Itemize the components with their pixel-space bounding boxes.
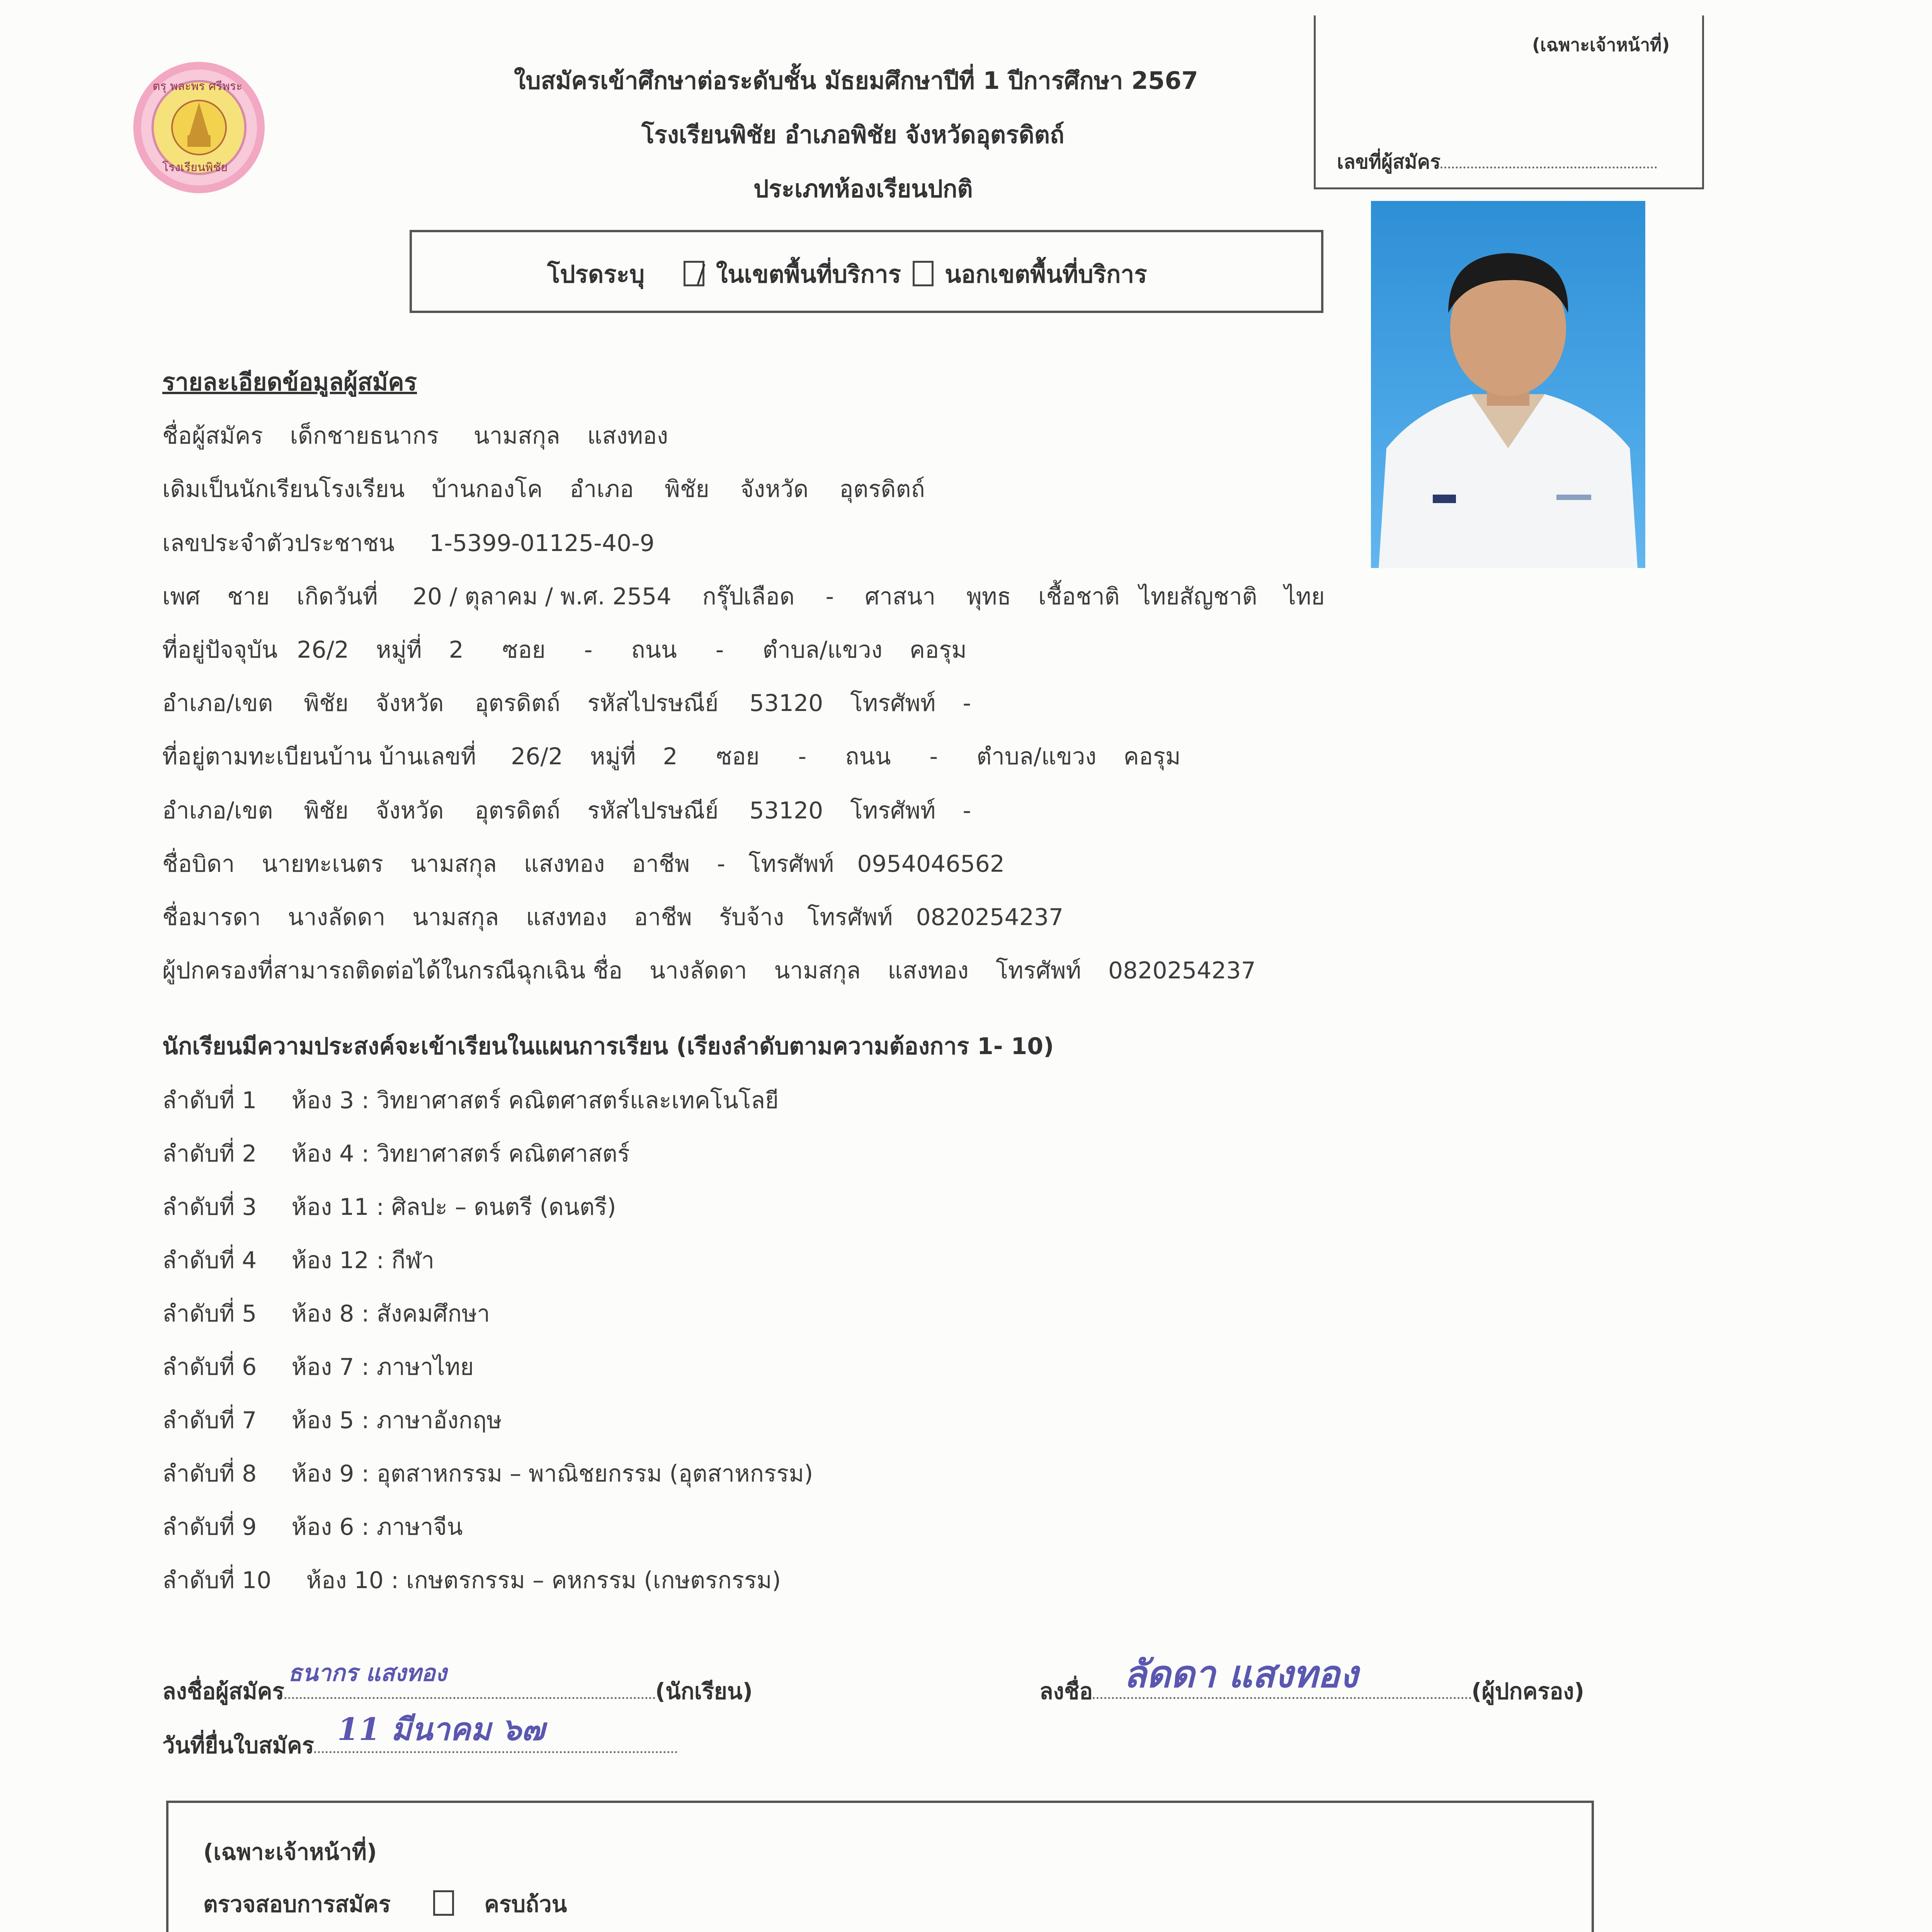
plan-item: ลำดับที่ 1 ห้อง 3 : วิทยาศาสตร์ คณิตศาสตร์และเทคโนโลยี (162, 1087, 779, 1114)
row-father: ชื่อบิดา นายทะเนตร นามสกุล แสงทอง อาชีพ - โทรศัพท์ 0954046562 (162, 850, 1005, 878)
row-registered-amphoe: อำเภอ/เขต พิชัย จังหวัด อุตรดิตถ์ รหัสไปรษณีย์ 53120 โทรศัพท์ - (162, 797, 971, 824)
in-area-label: ในเขตพื้นที่บริการ (716, 260, 901, 288)
plan-item: ลำดับที่ 9 ห้อง 6 : ภาษาจีน (162, 1514, 463, 1541)
area-prompt: โปรดระบุ (547, 260, 645, 288)
out-area-label: นอกเขตพื้นที่บริการ (945, 260, 1147, 288)
plan-item: ลำดับที่ 10 ห้อง 10 : เกษตรกรรม – คหกรรม (เกษตรกรรม) (162, 1567, 781, 1594)
row-former-school: เดิมเป็นนักเรียนโรงเรียน บ้านกองโค อำเภอ พิชัย จังหวัด อุตรดิตถ์ (162, 476, 925, 503)
row-current-amphoe: อำเภอ/เขต พิชัย จังหวัด อุตรดิตถ์ รหัสไปรษณีย์ 53120 โทรศัพท์ - (162, 690, 971, 717)
seal-text-bottom: โรงเรียนพิชัย (162, 161, 228, 174)
applicant-signature: ธนากร แสงทอง (288, 1660, 447, 1687)
plan-item: ลำดับที่ 4 ห้อง 12 : กีฬา (162, 1247, 435, 1274)
staff-only-box (1314, 15, 1704, 189)
applicant-signature-row: ลงชื่อผู้สมัคร ธนากร แสงทอง (นักเรียน) (162, 1673, 753, 1709)
plan-item: ลำดับที่ 8 ห้อง 9 : อุตสาหกรรม – พาณิชยกรรม (อุตสาหกรรม) (162, 1460, 813, 1487)
seal-text-top: ตรุ พละพร ศรีพระ (153, 80, 242, 93)
study-plan-title: นักเรียนมีความประสงค์จะเข้าเรียนในแผนการเรียน (เรียงลำดับตามความต้องการ 1- 10) (162, 1033, 1054, 1060)
row-guardian: ผู้ปกครองที่สามารถติดต่อได้ในกรณีฉุกเฉิน ชื่อ นางลัดดา นามสกุล แสงทอง โทรศัพท์ 0820254237 (162, 957, 1256, 984)
plan-item: ลำดับที่ 7 ห้อง 5 : ภาษาอังกฤษ (162, 1407, 502, 1434)
row-registered-address: ที่อยู่ตามทะเบียนบ้าน บ้านเลขที่ 26/2 หมู่ที่ 2 ซอย - ถนน - ตำบล/แขวง คอรุม (162, 743, 1181, 770)
check-application-row: ตรวจสอบการสมัคร ครบถ้วน (203, 1891, 567, 1917)
applicant-section-title: รายละเอียดข้อมูลผู้สมัคร (162, 368, 417, 396)
guardian-signature: ลัดดา แสงทอง (1124, 1652, 1358, 1696)
area-prompt-row (547, 255, 1147, 293)
plan-item: ลำดับที่ 2 ห้อง 4 : วิทยาศาสตร์ คณิตศาสตร์ (162, 1140, 630, 1167)
staff-check-label: (เฉพาะเจ้าหน้าที่) (203, 1839, 377, 1865)
applicant-no-label: เลขที่ผู้สมัคร (1337, 147, 1657, 177)
form-title: ใบสมัครเข้าศึกษาต่อระดับชั้น มัธยมศึกษาปีที่ 1 ปีการศึกษา 2567 (514, 66, 1198, 95)
row-name: ชื่อผู้สมัคร เด็กชายธนากร นามสกุล แสงทอง (162, 422, 668, 449)
plan-item: ลำดับที่ 5 ห้อง 8 : สังคมศึกษา (162, 1300, 490, 1327)
out-area-checkbox[interactable] (913, 261, 934, 286)
row-current-address: ที่อยู่ปัจจุบัน 26/2 หมู่ที่ 2 ซอย - ถนน - ตำบล/แขวง คอรุม (162, 636, 967, 663)
staff-check-box (166, 1801, 1594, 1932)
incomplete-row (454, 1930, 1536, 1932)
row-citizen-id: เลขประจำตัวประชาชน 1-5399-01125-40-9 (162, 530, 655, 557)
row-mother: ชื่อมารดา นางลัดดา นามสกุล แสงทอง อาชีพ รับจ้าง โทรศัพท์ 0820254237 (162, 904, 1064, 931)
in-area-checkbox[interactable] (684, 261, 704, 286)
complete-checkbox[interactable] (433, 1890, 454, 1916)
plan-item: ลำดับที่ 3 ห้อง 11 : ศิลปะ – ดนตรี (ดนตรี) (162, 1194, 616, 1221)
application-date-row: วันที่ยื่นใบสมัคร 11 มีนาคม ๖๗ (162, 1727, 677, 1763)
school-name: โรงเรียนพิชัย อำเภอพิชัย จังหวัดอุตรดิตถ์ (641, 121, 1065, 149)
row-personal: เพศ ชาย เกิดวันที่ 20 / ตุลาคม / พ.ศ. 2554 กรุ๊ปเลือด - ศาสนา พุทธ เชื้อชาติ ไทยสัญชาติ ไทย (162, 583, 1325, 610)
guardian-signature-row: ลงชื่อ ลัดดา แสงทอง (ผู้ปกครอง) (1039, 1673, 1584, 1709)
plan-item: ลำดับที่ 6 ห้อง 7 : ภาษาไทย (162, 1354, 474, 1381)
applicant-photo (1371, 201, 1645, 568)
area-selection-box (410, 230, 1323, 313)
staff-only-label: (เฉพาะเจ้าหน้าที่) (1532, 34, 1670, 55)
application-date-value: 11 มีนาคม ๖๗ (337, 1711, 545, 1747)
classroom-type: ประเภทห้องเรียนปกติ (753, 175, 973, 203)
